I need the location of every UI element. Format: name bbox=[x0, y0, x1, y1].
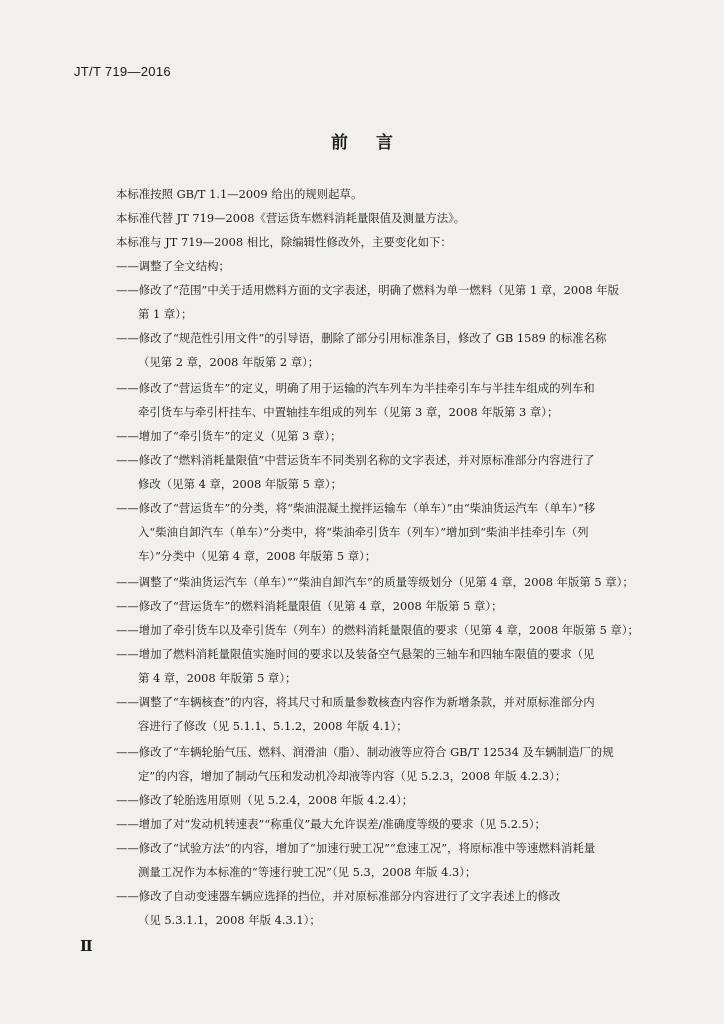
change-item-continuation: （见 5.3.1.1，2008 年版 4.3.1）； bbox=[138, 913, 321, 927]
change-item: ——增加了“牵引货车”的定义（见第 3 章）； bbox=[116, 429, 342, 443]
change-item: ——修改了“燃料消耗量限值”中营运货车不同类别名称的文字表述，并对原标准部分内容进行了 bbox=[116, 453, 595, 467]
intro-paragraph: 本标准代替 JT 719—2008《营运货车燃料消耗量限值及测量方法》。 bbox=[116, 211, 466, 225]
page-number: Ⅱ bbox=[80, 937, 93, 955]
change-item: ——调整了“车辆核查”的内容，将其尺寸和质量参数核查内容作为新增条款，并对原标准部分内 bbox=[116, 695, 595, 709]
change-item: ——增加了对“发动机转速表”“称重仪”最大允许误差/准确度等级的要求（见 5.2.5）； bbox=[116, 817, 546, 831]
change-item-continuation: 修改（见第 4 章，2008 年版第 5 章）； bbox=[138, 477, 342, 491]
change-item-continuation: （见第 2 章，2008 年版第 2 章）； bbox=[138, 355, 320, 369]
change-item-continuation: 容进行了修改（见 5.1.1、5.1.2，2008 年版 4.1）； bbox=[138, 719, 408, 733]
change-item-continuation: 车）”分类中（见第 4 章，2008 年版第 5 章）； bbox=[138, 549, 377, 563]
change-item-continuation: 牵引货车与牵引杆挂车、中置轴挂车组成的列车（见第 3 章，2008 年版第 3 章）； bbox=[138, 405, 559, 419]
change-item: ——修改了“试验方法”的内容，增加了“加速行驶工况”“怠速工况”，将原标准中等速燃料消耗量 bbox=[116, 841, 596, 855]
change-item: ——修改了“营运货车”的定义，明确了用于运输的汽车列车为半挂牵引车与半挂车组成的列车和 bbox=[116, 381, 595, 395]
change-item-continuation: 入“柴油自卸汽车（单车）”分类中，将“柴油牵引货车（列车）”增加到“柴油半挂牵引车（列 bbox=[138, 525, 589, 539]
change-item: ——调整了全文结构； bbox=[116, 259, 230, 273]
intro-paragraph: 本标准按照 GB/T 1.1—2009 给出的规则起草。 bbox=[116, 187, 363, 201]
change-item-continuation: 测量工况作为本标准的“等速行驶工况”（见 5.3，2008 年版 4.3）； bbox=[138, 865, 477, 879]
change-item: ——增加了牵引货车以及牵引货车（列车）的燃料消耗量限值的要求（见第 4 章，2008 年版第 5 章）； bbox=[116, 623, 639, 637]
change-item: ——修改了轮胎选用原则（见 5.2.4，2008 年版 4.2.4）； bbox=[116, 793, 414, 807]
change-item: ——修改了“营运货车”的燃料消耗量限值（见第 4 章，2008 年版第 5 章）； bbox=[116, 599, 503, 613]
standard-code: JT/T 719—2016 bbox=[74, 64, 171, 79]
intro-paragraph: 本标准与 JT 719—2008 相比，除编辑性修改外，主要变化如下： bbox=[116, 235, 452, 249]
change-item: ——修改了自动变速器车辆应选择的挡位，并对原标准部分内容进行了文字表述上的修改 bbox=[116, 889, 561, 903]
change-item: ——修改了“营运货车”的分类，将“柴油混凝土搅拌运输车（单车）”由“柴油货运汽车（单车）”移 bbox=[116, 501, 596, 515]
change-item-continuation: 定”的内容，增加了制动气压和发动机冷却液等内容（见 5.2.3，2008 年版 4.2.3）； bbox=[138, 769, 567, 783]
change-item: ——调整了“柴油货运汽车（单车）”“柴油自卸汽车”的质量等级划分（见第 4 章，2008 年版第 5 章）； bbox=[116, 575, 634, 589]
page-title: 前言 bbox=[331, 133, 421, 153]
change-item: ——修改了“车辆轮胎气压、燃料、润滑油（脂）、制动液等应符合 GB/T 12534 及车辆制造厂的规 bbox=[116, 745, 614, 759]
change-item: ——修改了“范围”中关于适用燃料方面的文字表述，明确了燃料为单一燃料（见第 1 章，2008 年版 bbox=[116, 283, 619, 297]
change-item: ——增加了燃料消耗量限值实施时间的要求以及装备空气悬架的三轴车和四轴车限值的要求（见 bbox=[116, 647, 595, 661]
change-item-continuation: 第 4 章，2008 年版第 5 章）； bbox=[138, 671, 297, 685]
change-item: ——修改了“规范性引用文件”的引导语，删除了部分引用标准条目，修改了 GB 1589 的标准名称 bbox=[116, 331, 607, 345]
change-item-continuation: 第 1 章）； bbox=[138, 307, 193, 321]
